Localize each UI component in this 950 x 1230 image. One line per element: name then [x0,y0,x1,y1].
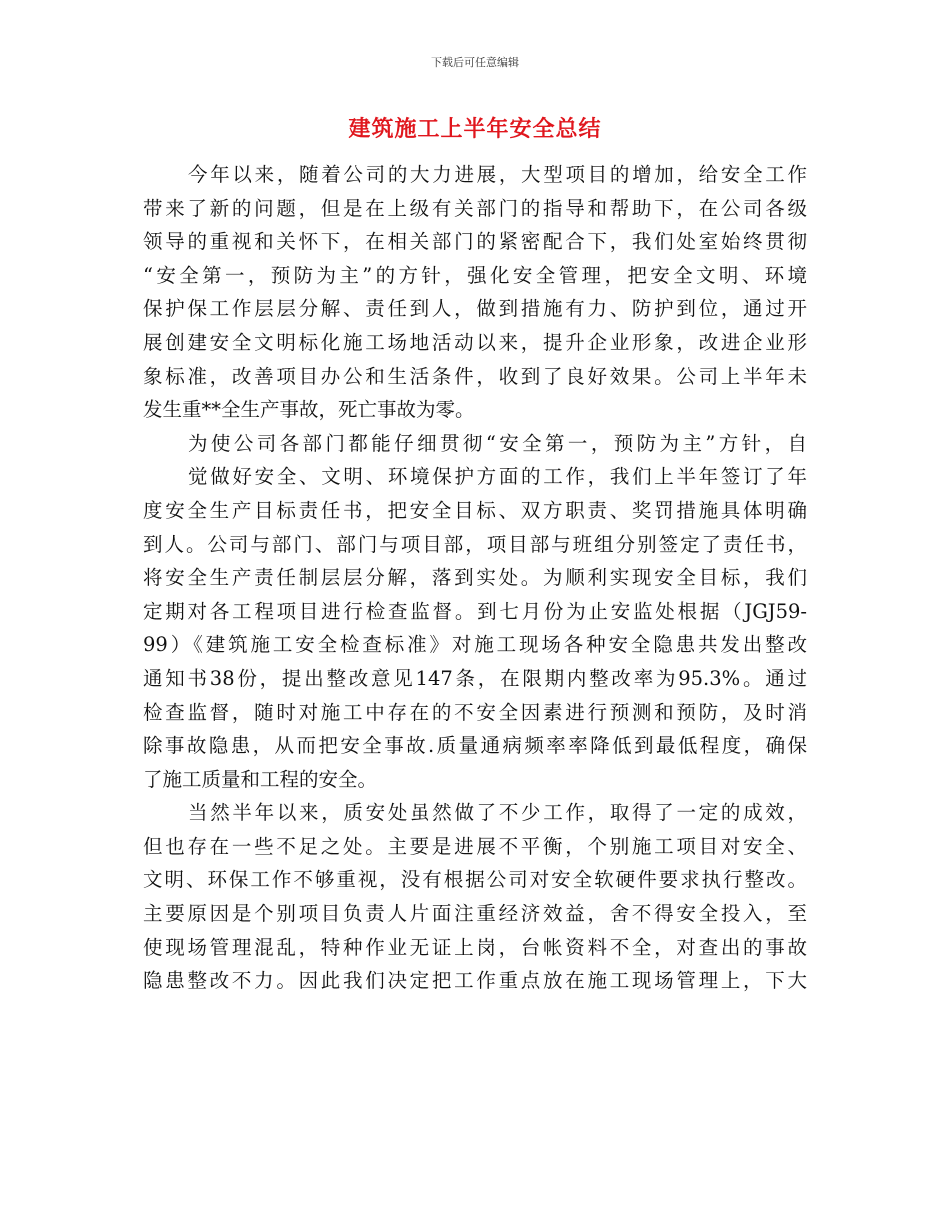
body-line: 通知书38份，提出整改意见147条，在限期内整改率为95.3%。通过 [143,666,807,690]
body-line: 度安全生产目标责任书，把安全目标、双方职责、奖罚措施具体明确 [143,498,807,522]
body-line: 今年以来，随着公司的大力进展，大型项目的增加，给安全工作 [188,163,807,186]
body-line: 发生重**全生产事故，死亡事故为零。 [143,398,475,422]
body-line: 定期对各工程项目进行检查监督。到七月份为止安监处根据（JGJ59- [143,599,807,623]
body-line: 觉做好安全、文明、环境保护方面的工作，我们上半年签订了年 [188,465,807,489]
body-line: 但也存在一些不足之处。主要是进展不平衡，个别施工项目对安全、 [143,834,807,858]
body-line: 除事故隐患，从而把安全事故.质量通病频率率降低到最低程度，确保 [143,734,807,758]
body-line: 带来了新的问题，但是在上级有关部门的指导和帮助下，在公司各级 [143,196,807,220]
body-line: 到人。公司与部门、部门与项目部，项目部与班组分别签定了责任书， [143,532,807,556]
header-note: 下载后可任意编辑 [431,56,519,69]
document-body [143,158,807,998]
document-title: 建筑施工上半年安全总结 [348,117,602,142]
body-line: 将安全生产责任制层层分解，落到实处。为顺利实现安全目标，我们 [143,566,807,590]
body-line: 文明、环保工作不够重视，没有根据公司对安全软硬件要求执行整改。 [143,868,807,892]
body-line: 使现场管理混乱，特种作业无证上岗，台帐资料不全，对查出的事故 [143,935,807,959]
body-line: 主要原因是个别项目负责人片面注重经济效益，舍不得安全投入，至 [143,902,807,926]
body-line: 领导的重视和关怀下，在相关部门的紧密配合下，我们处室始终贯彻 [143,230,807,254]
body-line: 了施工质量和工程的安全。 [143,767,378,791]
body-line: 展创建安全文明标化施工场地活动以来，提升企业形象，改进企业形 [143,330,807,354]
body-line: 隐患整改不力。因此我们决定把工作重点放在施工现场管理上，下大 [143,969,807,993]
body-line: 为使公司各部门都能仔细贯彻“安全第一，预防为主”方针，自 [188,431,807,455]
body-line: 保护保工作层层分解、责任到人，做到措施有力、防护到位，通过开 [143,297,807,321]
body-line: 象标准，改善项目办公和生活条件，收到了良好效果。公司上半年未 [143,364,807,388]
body-line: “安全第一，预防为主”的方针，强化安全管理，把安全文明、环境 [143,263,807,287]
body-line: 当然半年以来，质安处虽然做了不少工作，取得了一定的成效， [188,801,807,825]
body-line: 检查监督，随时对施工中存在的不安全因素进行预测和预防，及时消 [143,700,807,724]
body-line: 99）《建筑施工安全检查标准》对施工现场各种安全隐患共发出整改 [143,633,807,657]
